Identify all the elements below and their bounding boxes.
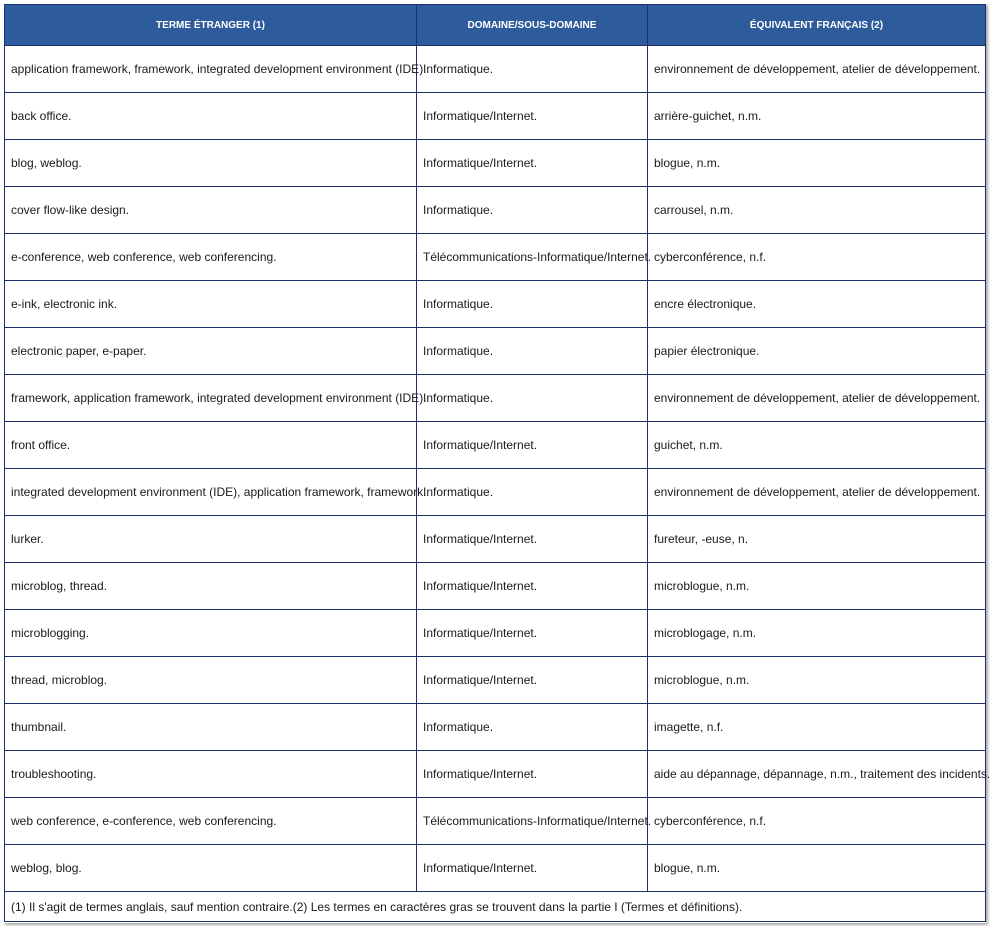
french-equivalent-cell: blogue, n.m. <box>648 845 986 892</box>
foreign-term-cell: application framework, framework, integrated development environment (IDE). <box>5 46 417 93</box>
french-equivalent-cell: cyberconférence, n.f. <box>648 798 986 845</box>
foreign-term-cell: e-conference, web conference, web conferencing. <box>5 234 417 281</box>
foreign-term-cell: electronic paper, e-paper. <box>5 328 417 375</box>
french-equivalent-cell: microblogage, n.m. <box>648 610 986 657</box>
table-row <box>5 516 986 563</box>
domain-cell: Informatique. <box>417 469 648 516</box>
french-equivalent-cell: guichet, n.m. <box>648 422 986 469</box>
foreign-term-cell: e-ink, electronic ink. <box>5 281 417 328</box>
table-row <box>5 375 986 422</box>
domain-cell: Informatique. <box>417 328 648 375</box>
table-row <box>5 563 986 610</box>
foreign-term-cell: blog, weblog. <box>5 140 417 187</box>
foreign-term-cell: microblogging. <box>5 610 417 657</box>
terminology-table <box>4 4 990 922</box>
domain-cell: Télécommunications-Informatique/Internet. <box>417 798 648 845</box>
table-row <box>5 469 986 516</box>
french-equivalent-cell: papier électronique. <box>648 328 986 375</box>
foreign-term-cell: lurker. <box>5 516 417 563</box>
table-row <box>5 140 986 187</box>
french-equivalent-cell: environnement de développement, atelier de développement. <box>648 375 986 422</box>
foreign-term-cell: integrated development environment (IDE), application framework, framework. <box>5 469 417 516</box>
table-header <box>5 5 986 46</box>
table-row <box>5 422 986 469</box>
french-equivalent-cell: cyberconférence, n.f. <box>648 234 986 281</box>
french-equivalent-cell: aide au dépannage, dépannage, n.m., traitement des incidents. <box>648 751 986 798</box>
domain-cell: Télécommunications-Informatique/Internet. <box>417 234 648 281</box>
table-row <box>5 281 986 328</box>
table-row <box>5 657 986 704</box>
header-foreign-term: TERME ÉTRANGER (1) <box>5 5 417 46</box>
french-equivalent-cell: encre électronique. <box>648 281 986 328</box>
foreign-term-cell: web conference, e-conference, web conferencing. <box>5 798 417 845</box>
domain-cell: Informatique. <box>417 704 648 751</box>
domain-cell: Informatique/Internet. <box>417 516 648 563</box>
table-row <box>5 234 986 281</box>
foreign-term-cell: thumbnail. <box>5 704 417 751</box>
foreign-term-cell: thread, microblog. <box>5 657 417 704</box>
french-equivalent-cell: environnement de développement, atelier de développement. <box>648 469 986 516</box>
domain-cell: Informatique/Internet. <box>417 422 648 469</box>
french-equivalent-cell: fureteur, -euse, n. <box>648 516 986 563</box>
header-row <box>5 5 986 46</box>
table-row <box>5 328 986 375</box>
table-row <box>5 187 986 234</box>
foreign-term-cell: front office. <box>5 422 417 469</box>
foreign-term-cell: microblog, thread. <box>5 563 417 610</box>
french-equivalent-cell: imagette, n.f. <box>648 704 986 751</box>
foreign-term-cell: framework, application framework, integrated development environment (IDE). <box>5 375 417 422</box>
foreign-term-cell: back office. <box>5 93 417 140</box>
table-row <box>5 845 986 892</box>
domain-cell: Informatique/Internet. <box>417 140 648 187</box>
header-domain: DOMAINE/SOUS-DOMAINE <box>417 5 648 46</box>
foreign-term-cell: weblog, blog. <box>5 845 417 892</box>
domain-cell: Informatique/Internet. <box>417 657 648 704</box>
domain-cell: Informatique/Internet. <box>417 610 648 657</box>
table-row <box>5 610 986 657</box>
table-row <box>5 798 986 845</box>
french-equivalent-cell: carrousel, n.m. <box>648 187 986 234</box>
french-equivalent-cell: blogue, n.m. <box>648 140 986 187</box>
domain-cell: Informatique/Internet. <box>417 93 648 140</box>
footnote: (1) Il s'agit de termes anglais, sauf mention contraire.(2) Les termes en caractères gras se trouvent dans la partie I (Termes et définitions). <box>5 892 986 922</box>
table-row <box>5 93 986 140</box>
domain-cell: Informatique/Internet. <box>417 563 648 610</box>
foreign-term-cell: troubleshooting. <box>5 751 417 798</box>
domain-cell: Informatique. <box>417 375 648 422</box>
french-equivalent-cell: microblogue, n.m. <box>648 657 986 704</box>
french-equivalent-cell: environnement de développement, atelier de développement. <box>648 46 986 93</box>
domain-cell: Informatique. <box>417 281 648 328</box>
table-row <box>5 704 986 751</box>
table-footer <box>5 892 986 922</box>
french-equivalent-cell: microblogue, n.m. <box>648 563 986 610</box>
domain-cell: Informatique. <box>417 187 648 234</box>
french-equivalent-cell: arrière-guichet, n.m. <box>648 93 986 140</box>
footnote-row <box>5 892 986 922</box>
foreign-term-cell: cover flow-like design. <box>5 187 417 234</box>
domain-cell: Informatique/Internet. <box>417 751 648 798</box>
header-french-equivalent: ÉQUIVALENT FRANÇAIS (2) <box>648 5 986 46</box>
domain-cell: Informatique. <box>417 46 648 93</box>
table-row <box>5 751 986 798</box>
table-row <box>5 46 986 93</box>
table-body <box>5 46 990 892</box>
domain-cell: Informatique/Internet. <box>417 845 648 892</box>
